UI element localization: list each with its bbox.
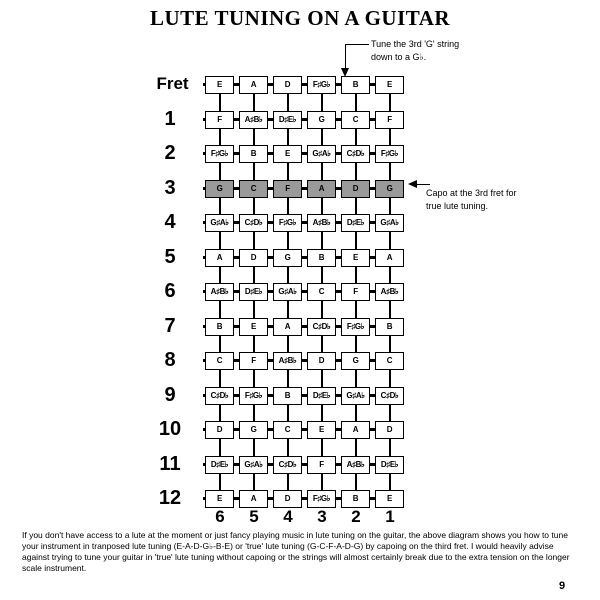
g-string-note: Tune the 3rd 'G' string down to a G♭. bbox=[371, 39, 460, 62]
string-number: 3 bbox=[317, 507, 327, 526]
note-cell: A bbox=[273, 318, 302, 336]
page-number: 9 bbox=[559, 580, 566, 592]
note-cell: G♯A♭ bbox=[273, 283, 302, 301]
note-cell: D♯E♭ bbox=[307, 387, 336, 405]
string-number: 6 bbox=[215, 507, 225, 526]
fret-number: 12 bbox=[158, 487, 182, 509]
note-cell: C bbox=[273, 421, 302, 439]
fret-number: 7 bbox=[164, 315, 176, 337]
fret-number: 3 bbox=[164, 177, 176, 199]
note-cell: D♯E♭ bbox=[239, 283, 268, 301]
note-cell: A♯B♭ bbox=[239, 111, 268, 129]
note-cell: G♯A♭ bbox=[205, 214, 234, 232]
note-cell: C♯D♭ bbox=[205, 387, 234, 405]
note-cell: C bbox=[205, 352, 234, 370]
note-cell: F♯G♭ bbox=[341, 318, 370, 336]
note-cell: F bbox=[205, 111, 234, 129]
note-cell: F♯G♭ bbox=[375, 145, 404, 163]
note-cell: D♯E♭ bbox=[273, 111, 302, 129]
note-cell: D bbox=[239, 249, 268, 267]
note-cell: A bbox=[341, 421, 370, 439]
note-cell: B bbox=[239, 145, 268, 163]
note-cell: E bbox=[239, 318, 268, 336]
fret-number: 8 bbox=[164, 349, 176, 371]
note-cell: D bbox=[341, 180, 370, 198]
string-number: 1 bbox=[385, 507, 395, 526]
note-cell: F bbox=[341, 283, 370, 301]
note-cell: F♯G♭ bbox=[273, 214, 302, 232]
note-cell: F♯G♭ bbox=[307, 490, 336, 508]
body-paragraph: If you don't have access to a lute at the moment or just fancy playing music in lute tuning on the guitar, the above diagram shows you how to tune your instrument in tranposed lute tuning (E-A-D-G♭-B-E) or 'true' lute tuning (G-C-F-A-D-G) by capoing on the third fret. I would heavily advise against trying to tune your guitar in 'true' lute tuning without capoing or the strings will almost certainly break due to the extra tension on the longer scale instrument. bbox=[22, 530, 570, 573]
note-cell: F♯G♭ bbox=[307, 76, 336, 94]
note-cell: E bbox=[375, 490, 404, 508]
note-cell: E bbox=[205, 490, 234, 508]
note-cell: G bbox=[341, 352, 370, 370]
note-cell: F♯G♭ bbox=[239, 387, 268, 405]
note-cell: G♯A♭ bbox=[239, 456, 268, 474]
note-cell: A♯B♭ bbox=[375, 283, 404, 301]
fret-number: 11 bbox=[159, 453, 181, 475]
note-cell: D bbox=[205, 421, 234, 439]
string-number: 5 bbox=[249, 507, 259, 526]
note-cell: B bbox=[375, 318, 404, 336]
note-cell: F bbox=[307, 456, 336, 474]
note-cell: C bbox=[341, 111, 370, 129]
note-cell: B bbox=[273, 387, 302, 405]
note-cell: C♯D♭ bbox=[307, 318, 336, 336]
note-cell: C♯D♭ bbox=[375, 387, 404, 405]
note-cell: F bbox=[273, 180, 302, 198]
note-cell: B bbox=[307, 249, 336, 267]
note-cell: G bbox=[205, 180, 234, 198]
note-cell: D bbox=[273, 76, 302, 94]
note-cell: F bbox=[375, 111, 404, 129]
note-cell: D bbox=[307, 352, 336, 370]
fret-number: 1 bbox=[164, 108, 176, 130]
note-cell: D bbox=[375, 421, 404, 439]
note-cell: C bbox=[239, 180, 268, 198]
note-cell: C♯D♭ bbox=[273, 456, 302, 474]
note-cell: A♯B♭ bbox=[205, 283, 234, 301]
note-cell: A♯B♭ bbox=[307, 214, 336, 232]
note-cell: E bbox=[375, 76, 404, 94]
page-title: LUTE TUNING ON A GUITAR bbox=[149, 6, 451, 30]
note-cell: G bbox=[273, 249, 302, 267]
fret-number: 2 bbox=[164, 142, 176, 164]
note-cell: C♯D♭ bbox=[341, 145, 370, 163]
note-cell: F bbox=[239, 352, 268, 370]
note-cell: D bbox=[273, 490, 302, 508]
string-number: 4 bbox=[283, 507, 293, 526]
note-cell: E bbox=[341, 249, 370, 267]
note-cell: E bbox=[273, 145, 302, 163]
note-cell: G♯A♭ bbox=[375, 214, 404, 232]
string-number: 2 bbox=[351, 507, 361, 526]
note-cell: B bbox=[341, 76, 370, 94]
note-cell: C bbox=[375, 352, 404, 370]
note-cell: C♯D♭ bbox=[239, 214, 268, 232]
note-cell: A bbox=[307, 180, 336, 198]
note-cell: A bbox=[375, 249, 404, 267]
note-cell: B bbox=[205, 318, 234, 336]
note-cell: E bbox=[205, 76, 234, 94]
note-cell: G bbox=[239, 421, 268, 439]
note-cell: A♯B♭ bbox=[341, 456, 370, 474]
capo-note: Capo at the 3rd fret for true lute tuning. bbox=[426, 188, 517, 211]
fret-number: 9 bbox=[164, 384, 176, 406]
fret-number: 5 bbox=[164, 246, 176, 268]
note-cell: C bbox=[307, 283, 336, 301]
note-cell: D♯E♭ bbox=[375, 456, 404, 474]
note-cell: D♯E♭ bbox=[341, 214, 370, 232]
fret-number: 6 bbox=[164, 280, 176, 302]
note-cell: A bbox=[239, 76, 268, 94]
note-cell: G bbox=[375, 180, 404, 198]
note-cell: G♯A♭ bbox=[307, 145, 336, 163]
note-cell: B bbox=[341, 490, 370, 508]
note-cell: E bbox=[307, 421, 336, 439]
note-cell: G♯A♭ bbox=[341, 387, 370, 405]
note-cell: A bbox=[239, 490, 268, 508]
note-cell: G bbox=[307, 111, 336, 129]
note-cell: A bbox=[205, 249, 234, 267]
note-cell: A♯B♭ bbox=[273, 352, 302, 370]
note-cell: D♯E♭ bbox=[205, 456, 234, 474]
note-cell: F♯G♭ bbox=[205, 145, 234, 163]
fret-number: 4 bbox=[164, 211, 176, 233]
fret-header-label: Fret bbox=[156, 74, 189, 93]
fret-number: 10 bbox=[158, 418, 182, 440]
